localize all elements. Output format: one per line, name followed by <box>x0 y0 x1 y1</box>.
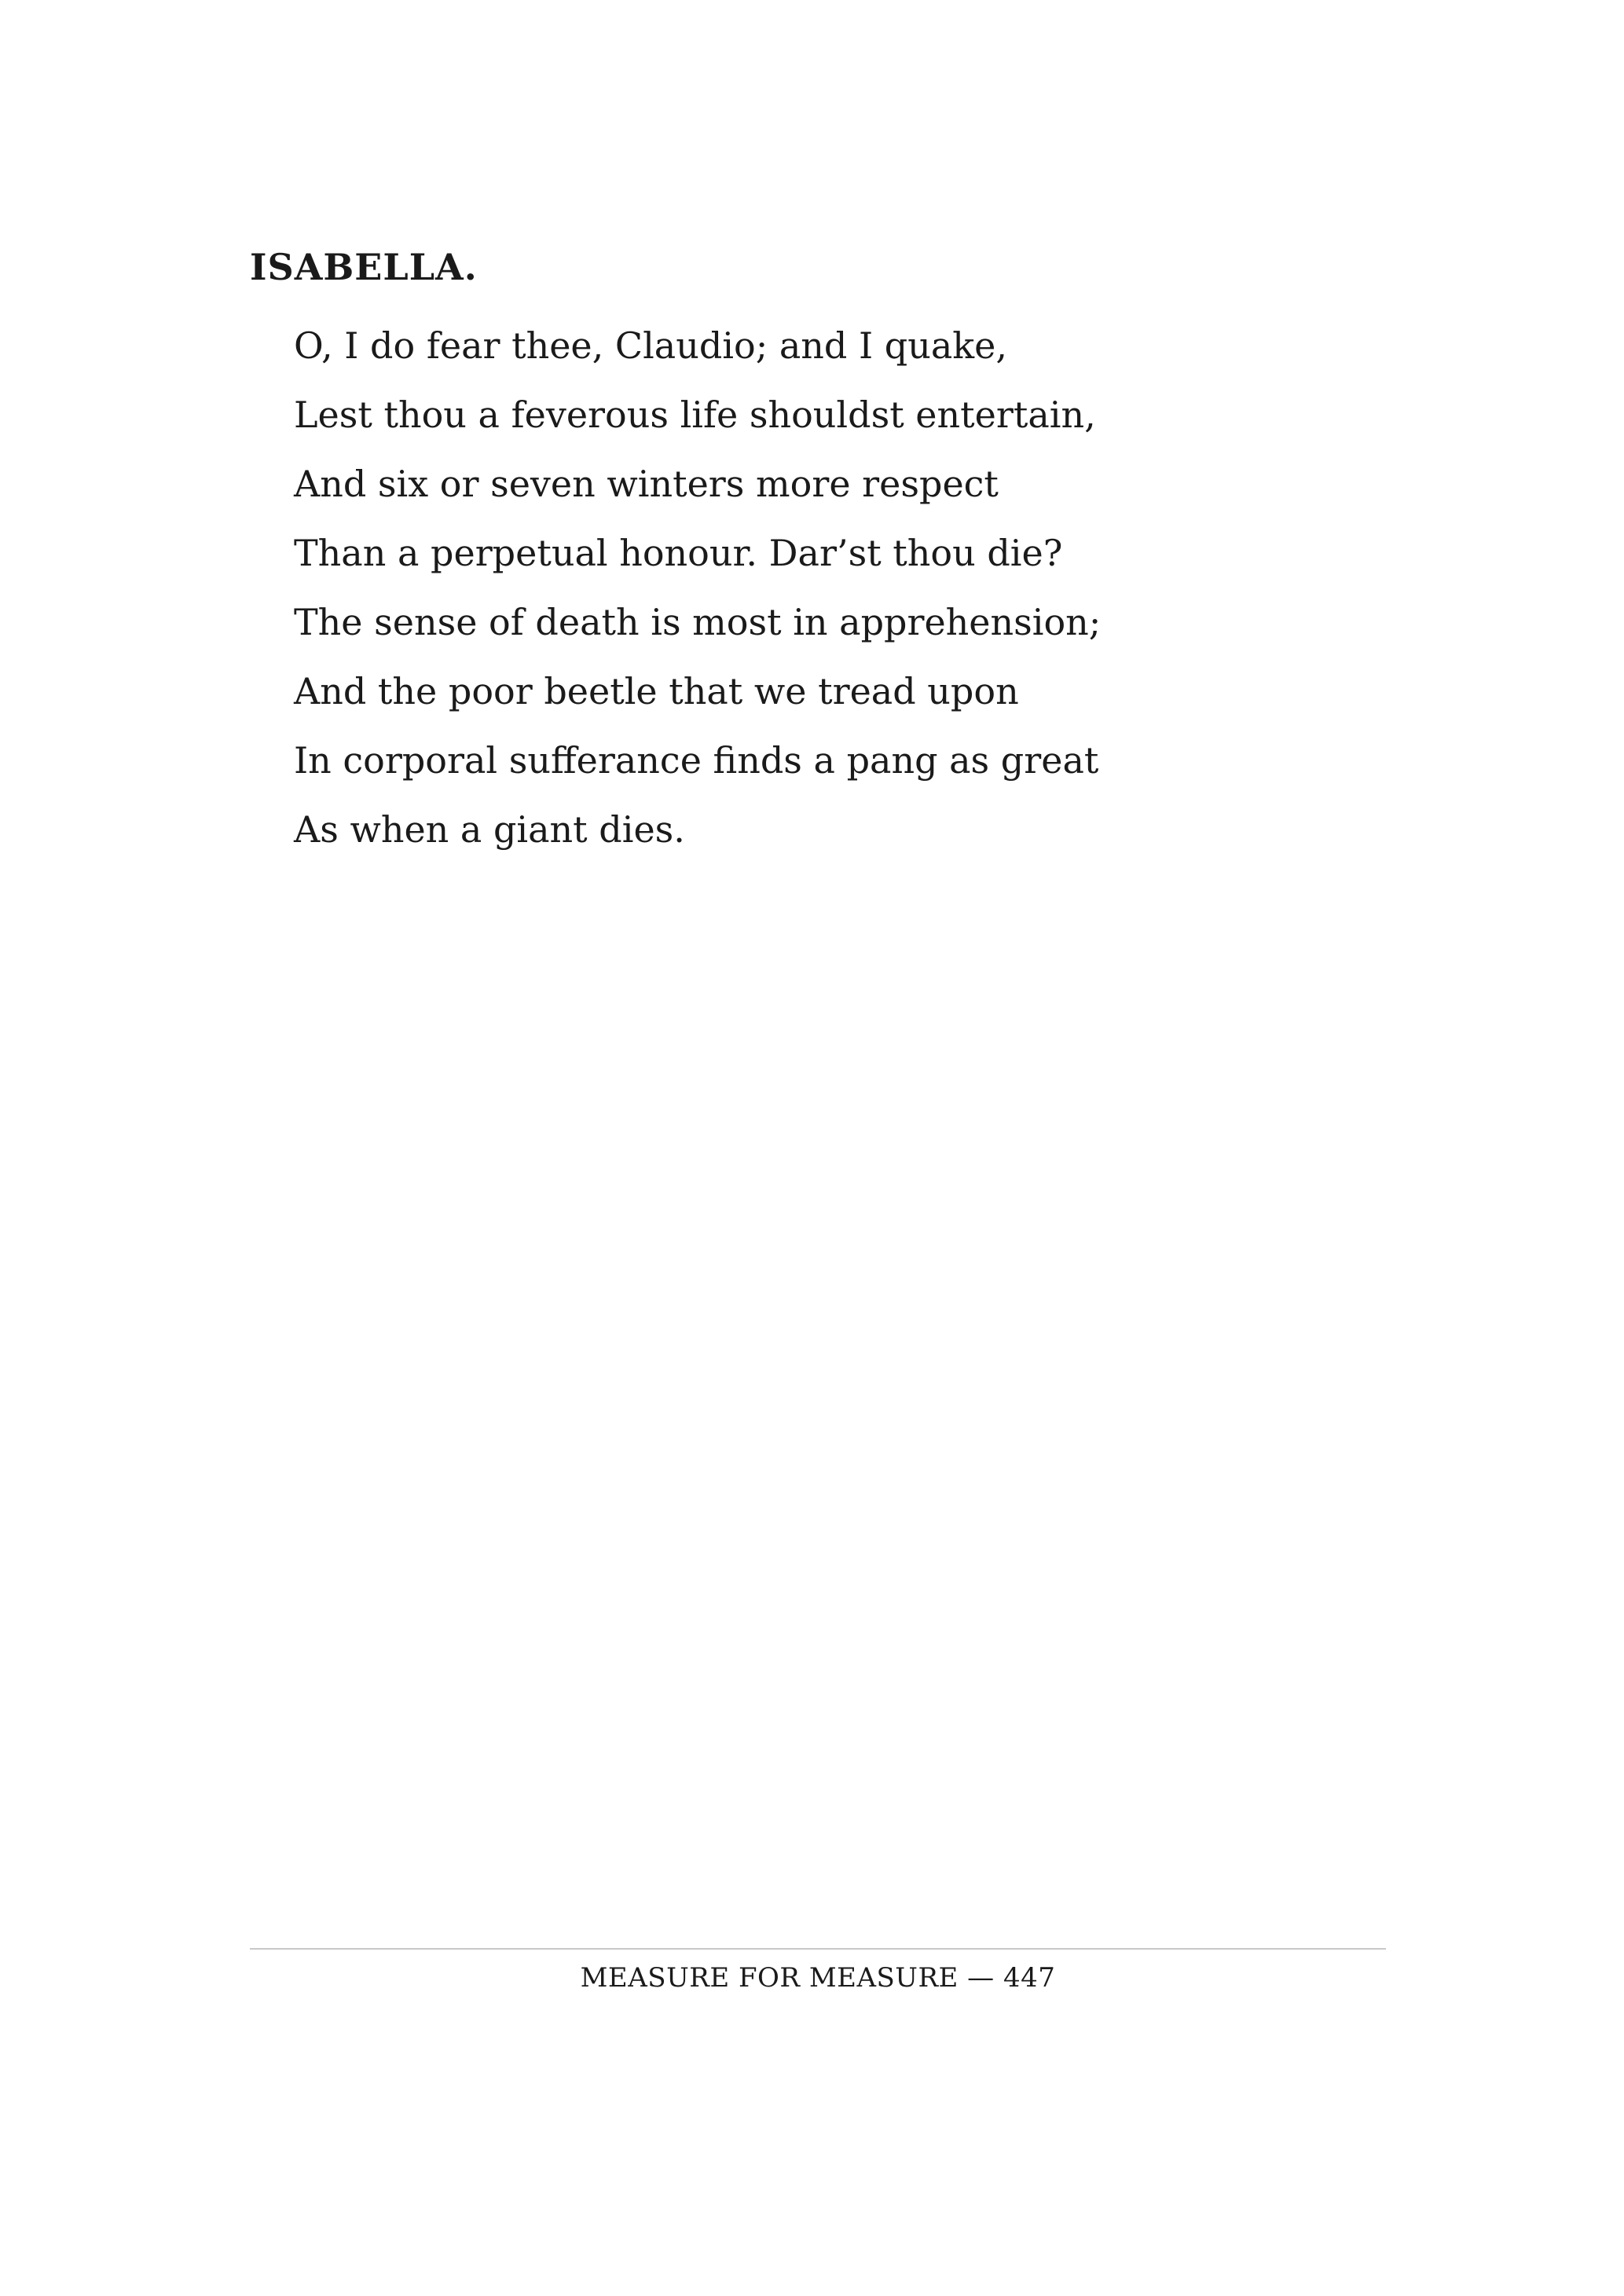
verse-line: The sense of death is most in apprehension; <box>294 601 1102 643</box>
verse-line: And six or seven winters more respect <box>294 463 999 505</box>
speaker-name: ISABELLA. <box>250 246 478 288</box>
verse-line: Lest thou a feverous life shouldst entertain, <box>294 394 1096 436</box>
verse-line: As when a giant dies. <box>294 808 685 851</box>
verse-line: In corporal sufferance finds a pang as great <box>294 739 1099 782</box>
verse-line: O, I do fear thee, Claudio; and I quake, <box>294 324 1007 367</box>
verse-block <box>294 311 1101 864</box>
verse-line: And the poor beetle that we tread upon <box>294 670 1019 712</box>
verse-line: Than a perpetual honour. Dar’st thou die? <box>294 532 1063 574</box>
footer-divider <box>250 1948 1386 1950</box>
running-footer: MEASURE FOR MEASURE — 447 <box>580 1962 1056 1994</box>
